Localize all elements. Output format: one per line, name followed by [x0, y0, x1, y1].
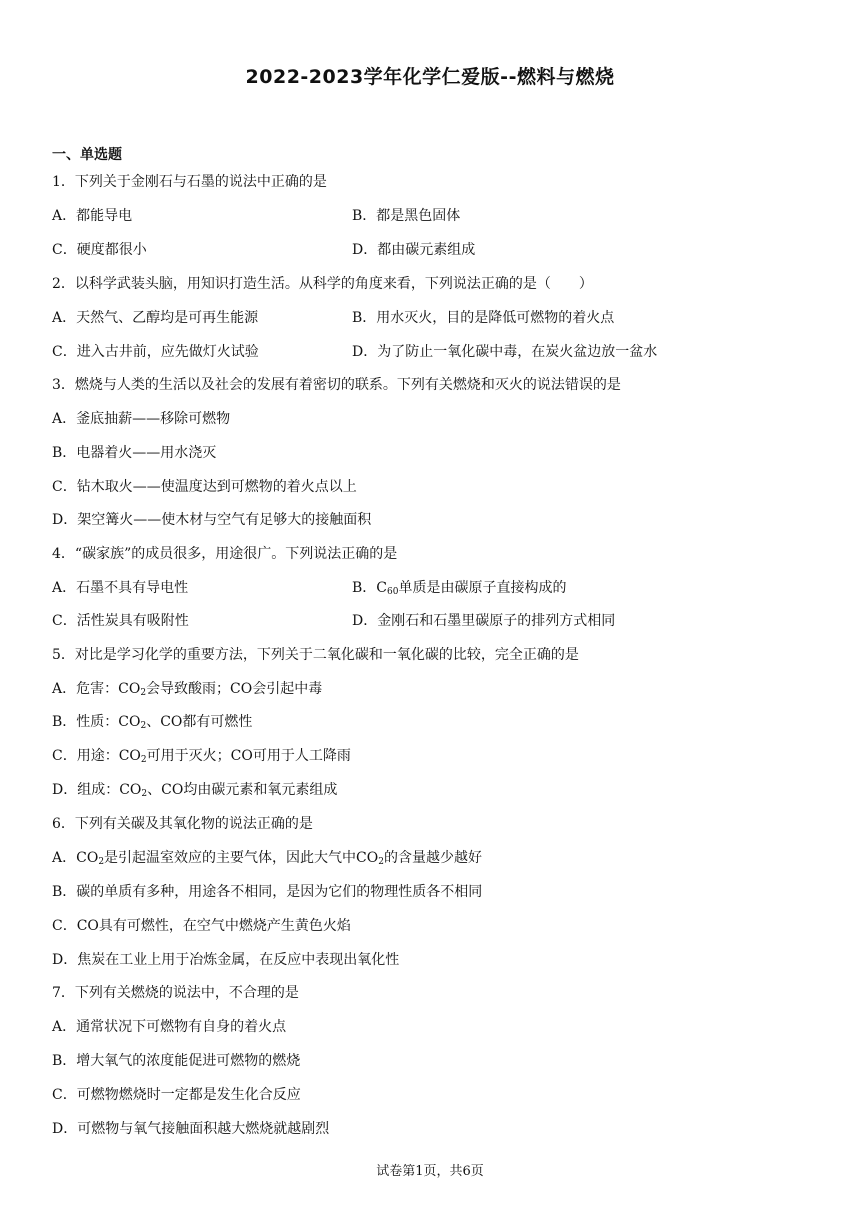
question-7-stem: 7．下列有关燃烧的说法中，不合理的是	[52, 985, 299, 1001]
q6-option-c: C．CO具有可燃性，在空气中燃烧产生黄色火焰	[52, 918, 351, 934]
q1-option-b: B．都是黑色固体	[352, 208, 461, 224]
q3-option-a: A．釜底抽薪——移除可燃物	[52, 411, 231, 427]
q3-option-c: C．钻木取火——使温度达到可燃物的着火点以上	[52, 479, 357, 495]
q7-option-c: C．可燃物燃烧时一定都是发生化合反应	[52, 1087, 301, 1103]
q7-option-d: D．可燃物与氧气接触面积越大燃烧就越剧烈	[52, 1121, 330, 1137]
q6-option-d: D．焦炭在工业上用于冶炼金属，在反应中表现出氧化性	[52, 952, 400, 968]
question-5-stem: 5．对比是学习化学的重要方法，下列关于二氧化碳和一氧化碳的比较，完全正确的是	[52, 647, 579, 663]
q5-option-a: A．危害：$CO_2$会导致酸雨；CO会引起中毒	[52, 681, 323, 698]
page-footer: 试卷第1页，共6页	[376, 1164, 484, 1179]
q5-option-d: D．组成：$CO_2$、CO均由碳元素和氧元素组成	[52, 782, 338, 799]
q7-option-a: A．通常状况下可燃物有自身的着火点	[52, 1019, 287, 1035]
page-title: 2022-2023学年化学仁爱版--燃料与燃烧	[245, 66, 615, 88]
q4-option-d: D．金刚石和石墨里碳原子的排列方式相同	[352, 613, 616, 629]
question-4-stem: 4．“碳家族”的成员很多，用途很广。下列说法正确的是	[52, 546, 398, 562]
q2-option-b: B．用水灭火，目的是降低可燃物的着火点	[352, 310, 615, 326]
q2-option-c: C．进入古井前，应先做灯火试验	[52, 344, 259, 360]
section-heading: 一、单选题	[52, 147, 122, 163]
q4-option-a: A．石墨不具有导电性	[52, 580, 189, 596]
q6-option-a: A．$CO_2$是引起温室效应的主要气体，因此大气中$CO_2$的含量越少越好	[52, 850, 482, 867]
q6-option-b: B．碳的单质有多种，用途各不相同，是因为它们的物理性质各不相同	[52, 884, 483, 900]
q3-option-d: D．架空篝火——使木材与空气有足够大的接触面积	[52, 512, 372, 528]
q5-option-c: C．用途：$CO_2$可用于灭火；CO可用于人工降雨	[52, 748, 351, 765]
q1-option-c: C．硬度都很小	[52, 242, 147, 258]
q4-option-c: C．活性炭具有吸附性	[52, 613, 189, 629]
q2-option-d: D．为了防止一氧化碳中毒，在炭火盆边放一盆水	[352, 344, 658, 360]
q7-option-b: B．增大氧气的浓度能促进可燃物的燃烧	[52, 1053, 301, 1069]
q5-option-b: B．性质：$CO_2$、CO都有可燃性	[52, 714, 253, 731]
q1-option-a: A．都能导电	[52, 208, 133, 224]
q1-option-d: D．都由碳元素组成	[352, 242, 476, 258]
question-2-stem: 2．以科学武装头脑，用知识打造生活。从科学的角度来看，下列说法正确的是（ ）	[52, 276, 593, 292]
q3-option-b: B．电器着火——用水浇灭	[52, 445, 217, 461]
question-3-stem: 3．燃烧与人类的生活以及社会的发展有着密切的联系。下列有关燃烧和灭火的说法错误的是	[52, 377, 621, 393]
q4-option-b: B．$C_{60}$单质是由碳原子直接构成的	[352, 580, 567, 597]
question-6-stem: 6．下列有关碳及其氧化物的说法正确的是	[52, 816, 313, 832]
q2-option-a: A．天然气、乙醇均是可再生能源	[52, 310, 259, 326]
question-1-stem: 1．下列关于金刚石与石墨的说法中正确的是	[52, 174, 327, 190]
